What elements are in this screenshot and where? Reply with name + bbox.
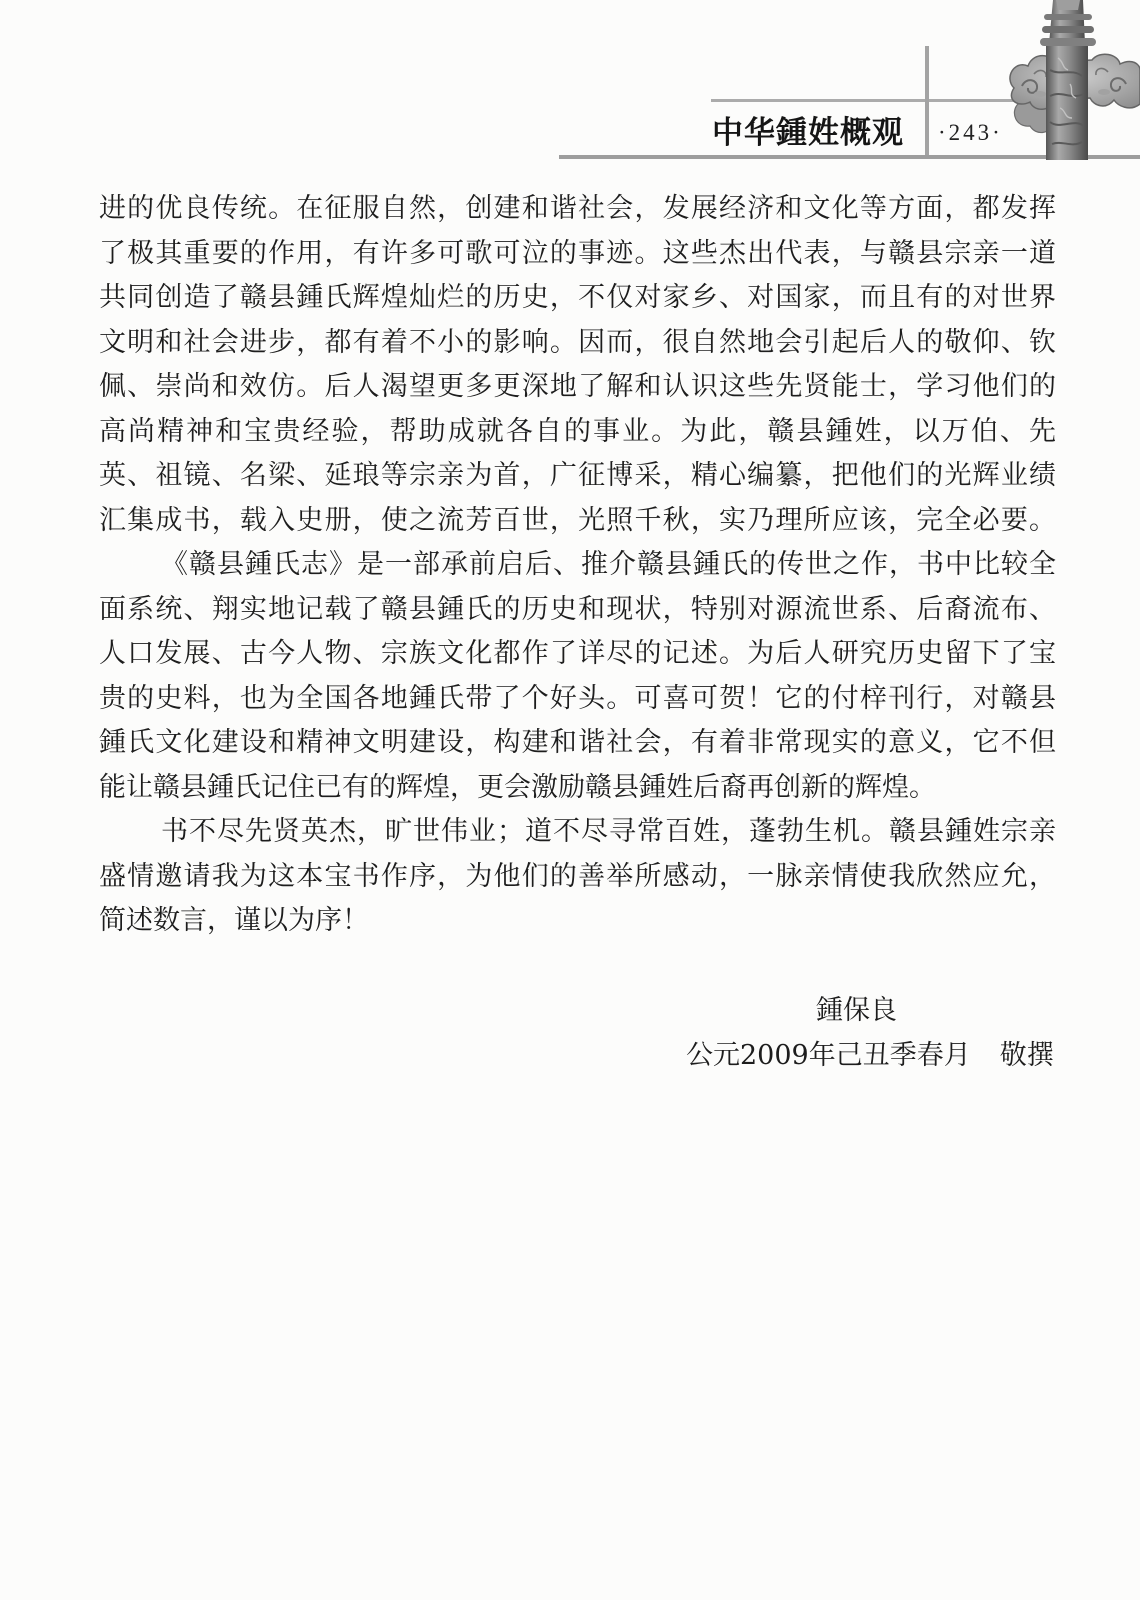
header-rule-thin [711,99,1015,102]
body-text [99,187,1056,944]
text-line: 佩、崇尚和效仿。后人渴望更多更深地了解和认识这些先贤能士，学习他们的 [99,371,1056,402]
text-line: 贵的史料，也为全国各地鍾氏带了个好头。可喜可贺！它的付梓刊行，对赣县 [99,682,1056,714]
text-line: 简述数言，谨以为序！ [99,905,369,936]
signature-date-line [686,1034,1054,1078]
text-line: 盛情邀请我为这本宝书作序，为他们的善举所感动，一脉亲情使我欣然应允， [99,860,1056,892]
text-line: 英、祖镜、名梁、延琅等宗亲为首，广征博采，精心编纂，把他们的光辉业绩 [99,460,1056,491]
text-line: 面系统、翔实地记载了赣县鍾氏的历史和现状，特别对源流世系、后裔流布、 [99,593,1056,625]
paragraph [99,187,1056,543]
signature-author: 鍾保良 [816,995,897,1026]
paragraph [99,810,1056,944]
huabiao-column-icon [1000,0,1140,160]
text-line: 《赣县鍾氏志》是一部承前启后、推介赣县鍾氏的传世之作，书中比较全 [161,549,1056,580]
text-line: 汇集成书，载入史册，使之流芳百世，光照千秋，实乃理所应该，完全必要。 [99,504,1056,536]
text-line: 鍾氏文化建设和精神文明建设，构建和谐社会，有着非常现实的意义，它不但 [99,727,1056,758]
signature-closing: 敬撰 [999,1040,1054,1071]
text-line: 书不尽先贤英杰，旷世伟业；道不尽寻常百姓，蓬勃生机。赣县鍾姓宗亲 [161,816,1056,847]
header-rule-vertical [925,46,929,159]
text-line: 文明和社会进步，都有着不小的影响。因而，很自然地会引起后人的敬仰、钦 [99,326,1056,358]
page-number: ·243· [938,120,1003,145]
signature-date: 公元2009年己丑季春月 [686,1040,971,1071]
text-line: 人口发展、古今人物、宗族文化都作了详尽的记述。为后人研究历史留下了宝 [99,638,1056,669]
running-header-title: 中华鍾姓概观 [712,115,904,151]
text-line: 高尚精神和宝贵经验，帮助成就各自的事业。为此，赣县鍾姓，以万伯、先 [99,415,1056,447]
text-line: 进的优良传统。在征服自然，创建和谐社会，发展经济和文化等方面，都发挥 [99,193,1056,224]
text-line: 共同创造了赣县鍾氏辉煌灿烂的历史，不仅对家乡、对国家，而且有的对世界 [99,282,1056,313]
text-line: 了极其重要的作用，有许多可歌可泣的事迹。这些杰出代表，与赣县宗亲一道 [99,237,1056,269]
paragraph [99,543,1056,810]
text-line: 能让赣县鍾氏记住已有的辉煌，更会激励赣县鍾姓后裔再创新的辉煌。 [99,771,936,803]
